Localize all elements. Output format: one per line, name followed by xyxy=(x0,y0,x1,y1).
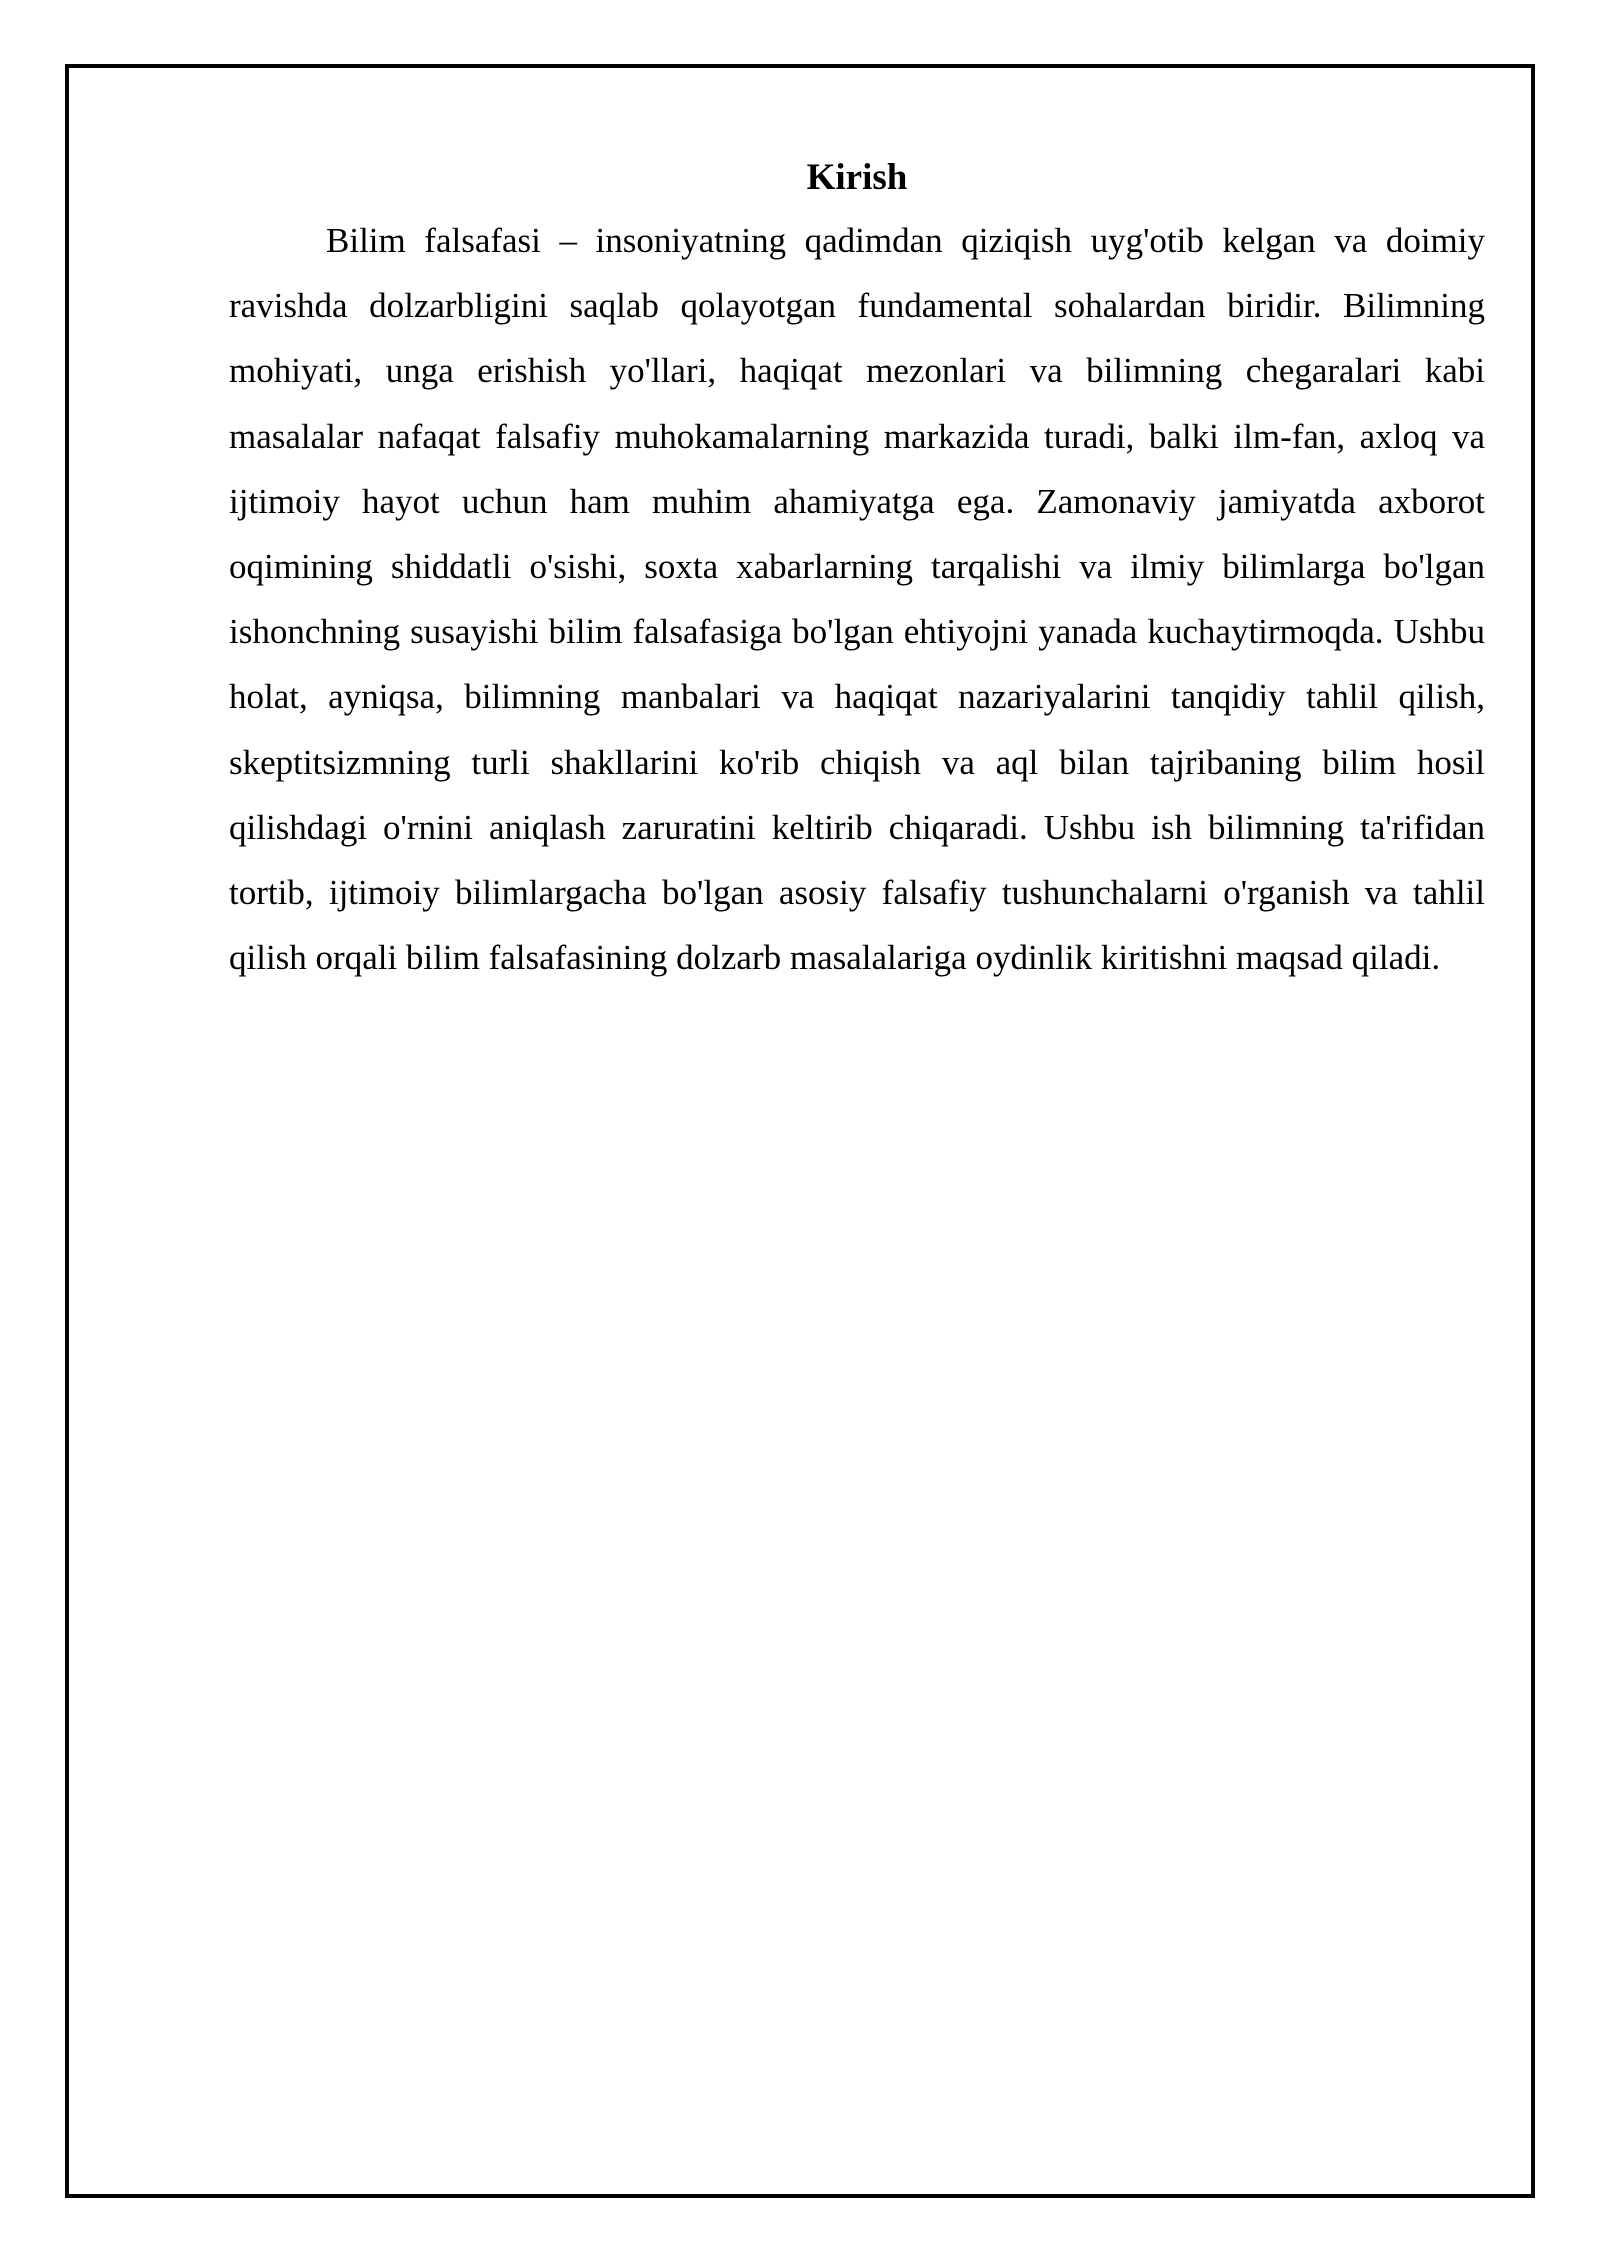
document-title: Kirish xyxy=(806,157,908,198)
intro-paragraph: Bilim falsafasi – insoniyatning qadimdan qiziqish uyg'otib kelgan va doimiy ravishda dolzarbligini saqlab qolayotgan fundamental sohalardan biridir. Bilimning mohiyati, unga erishish yo'llari, haqiqat mezonlari va bilimning chegaralari kabi masalalar nafaqat falsafiy muhokamalarning markazida turadi, balki ilm-fan, axloq va ijtimoiy hayot uchun ham muhim ahamiyatga ega. Zamonaviy jamiyatda axborot oqimining shiddatli o'sishi, soxta xabarlarning tarqalishi va ilmiy bilimlarga bo'lgan ishonchning susayishi bilim falsafasiga bo'lgan ehtiyojni yanada kuchaytirmoqda. Ushbu holat, ayniqsa, bilimning manbalari va haqiqat nazariyalarini tanqidiy tahlil qilish, skeptitsizmning turli shakllarini ko'rib chiqish va aql bilan tajribaning bilim hosil qilishdagi o'rnini aniqlash zaruratini keltirib chiqaradi. Ushbu ish bilimning ta'rifidan tortib, ijtimoiy bilimlargacha bo'lgan asosiy falsafiy tushunchalarni o'rganish va tahlil qilish orqali bilim falsafasining dolzarb masalalariga oydinlik kiritishni maqsad qiladi. xyxy=(229,221,1485,978)
document-body xyxy=(229,148,1485,990)
